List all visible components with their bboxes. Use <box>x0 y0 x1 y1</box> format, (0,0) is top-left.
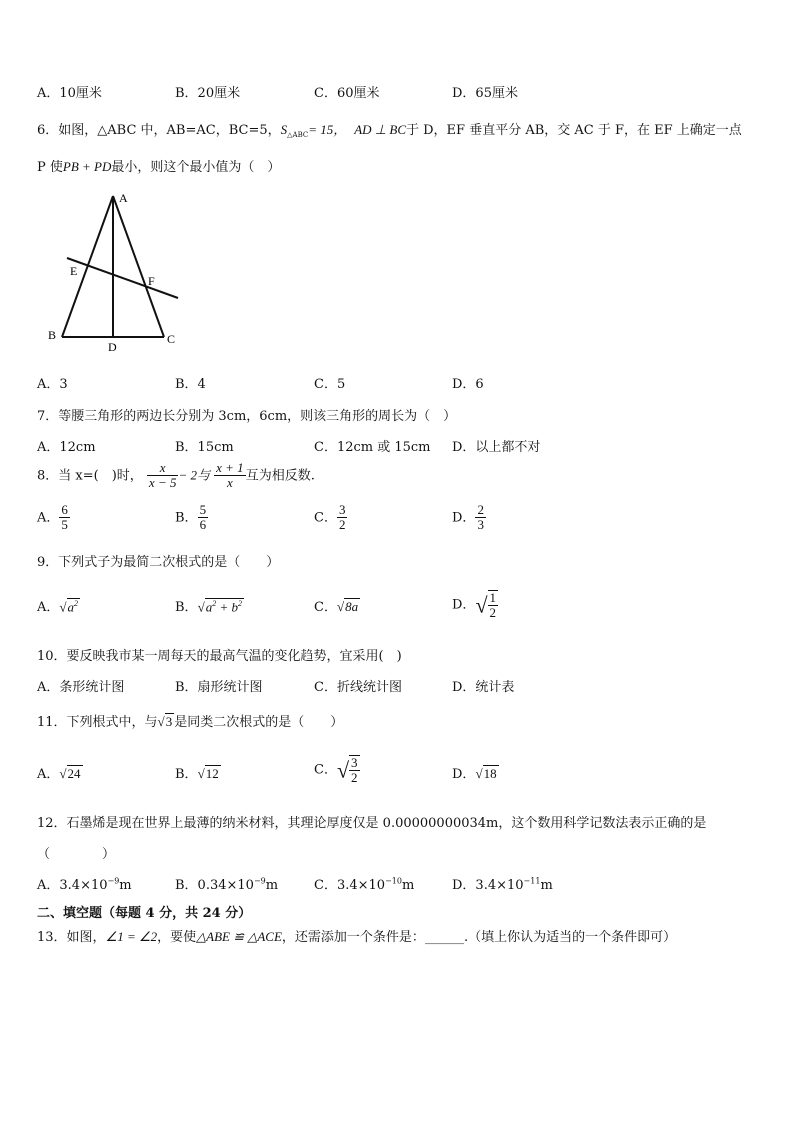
label-e: E <box>70 264 78 278</box>
q8-option-a: A． $\frac{6}{5}$ <box>37 502 68 533</box>
q11-option-c: C．√ $\frac{3}{2}$ <box>314 755 358 786</box>
side-ac <box>113 196 164 337</box>
label-c: C <box>167 332 176 346</box>
q6-triangle-figure <box>40 188 190 353</box>
q6-option-a: A．3 <box>37 377 68 392</box>
label-a: A <box>119 191 128 205</box>
q8-option-d: D． $\frac{2}{3}$ <box>452 502 484 533</box>
q11-stem: 11．下列根式中，与√3 是同类二次根式的是（ ） <box>37 714 344 730</box>
q12-option-d: D．$3.4\times 10^{-11}m$ <box>452 876 553 893</box>
q5-option-b: B．20厘米 <box>175 86 241 101</box>
q5-option-c: C．60厘米 <box>314 86 380 101</box>
q10-option-c: C．折线统计图 <box>314 680 402 695</box>
q9-stem: 9．下列式子为最简二次根式的是（ ） <box>37 555 280 570</box>
q9-option-a: A．$√a^2$ <box>37 598 79 615</box>
q6-option-c: C．5 <box>314 377 346 392</box>
q11-option-a: A．√24 <box>37 766 81 782</box>
q9-option-d: D．√ $\frac{1}{2}$ <box>452 590 497 621</box>
q5-option-a: A．10厘米 <box>37 86 102 101</box>
q7-stem: 7．等腰三角形的两边长分别为 3cm，6cm，则该三角形的周长为（ ） <box>37 409 457 424</box>
q10-stem: 10．要反映我市某一周每天的最高气温的变化趋势，宜采用( ) <box>37 649 402 664</box>
q8-stem: 8．当 x=( )时， $\frac{x}{x - 5}$ − 2与 $\frac{x + 1}{x}$ 互为相反数. <box>37 460 315 491</box>
q12-option-b: B．$0.34\times 10^{-9}m$ <box>175 876 279 893</box>
q12-option-c: C．$3.4\times 10^{-10}m$ <box>314 876 415 893</box>
q6-option-d: D．6 <box>452 377 484 392</box>
section-2-heading: 二、填空题（每题 4 分，共 24 分） <box>37 906 252 921</box>
q12-stem: 12．石墨烯是现在世界上最薄的纳米材料，其理论厚度仅是 0.00000000034m，这个数用科学记数法表示正确的是 <box>37 816 707 831</box>
q11-option-b: B．√12 <box>175 766 219 782</box>
q12-option-a: A．$3.4\times 10^{-9}m$ <box>37 876 132 893</box>
q10-option-d: D．统计表 <box>452 680 515 695</box>
q9-option-c: C．√8a <box>314 599 359 615</box>
label-d: D <box>108 340 117 353</box>
q6-stem-line1: 6．如图，△ABC 中，AB=AC，BC=5，$S_{\triangle ABC}= 15$， AD ⊥ BC于 D，EF 垂直平分 AB，交 AC 于 F，在 EF 上确定一点 <box>37 122 742 139</box>
q7-option-b: B．15cm <box>175 440 234 455</box>
q7-option-d: D．以上都不对 <box>452 440 541 455</box>
q7-option-c: C．12cm 或 15cm <box>314 440 431 455</box>
q12-answer-paren: （ ） <box>37 847 116 862</box>
q6-stem-line2: P 使PB + PD最小，则这个最小值为（ ） <box>37 159 281 175</box>
q10-option-a: A．条形统计图 <box>37 680 125 695</box>
q10-option-b: B．扇形统计图 <box>175 680 263 695</box>
label-b: B <box>48 328 57 342</box>
q6-option-b: B．4 <box>175 377 206 392</box>
q5-option-d: D．65厘米 <box>452 86 518 101</box>
q8-option-c: C． $\frac{3}{2}$ <box>314 502 346 533</box>
q8-option-b: B． $\frac{5}{6}$ <box>175 502 207 533</box>
q13-answer-blank: ______ <box>424 930 464 945</box>
q8-fraction-1: $\frac{x}{x - 5}$ <box>148 460 177 491</box>
label-f: F <box>148 274 155 288</box>
q11-option-d: D．√18 <box>452 766 497 782</box>
q13-stem: 13．如图，∠1 = ∠2，要使△ABE ≌ △ACE，还需添加一个条件是：______.（填上你认为适当的一个条件即可） <box>37 929 677 945</box>
q9-option-b: B．$√a^2 + b^2$ <box>175 598 242 615</box>
q7-option-a: A．12cm <box>37 440 96 455</box>
q8-fraction-2: $\frac{x + 1}{x}$ <box>216 460 244 491</box>
